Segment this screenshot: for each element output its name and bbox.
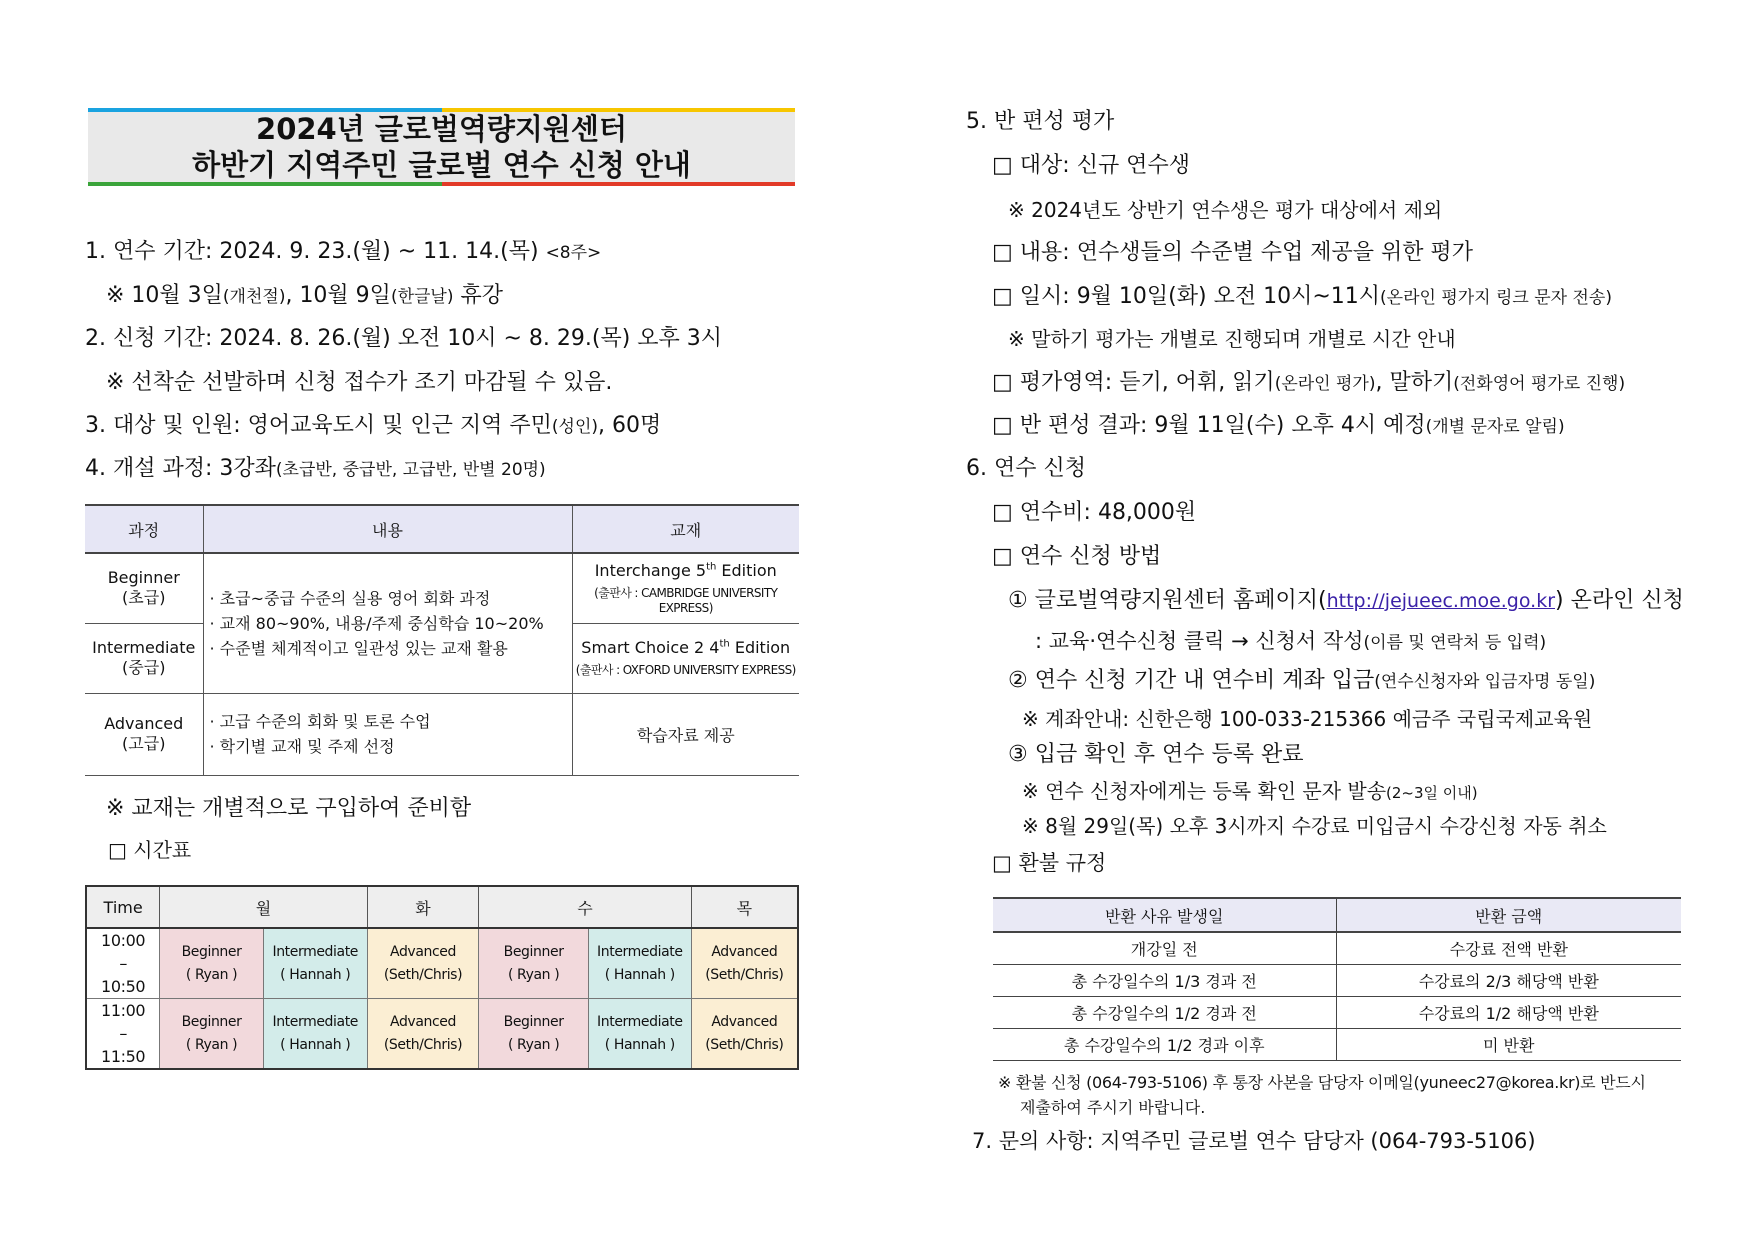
section-5-result: □ 반 편성 결과: 9월 11일(수) 오후 4시 예정(개별 문자로 알림) bbox=[992, 413, 1565, 438]
class-intermediate: Intermediate ( Hannah ) bbox=[588, 928, 691, 999]
step-3-note-1: ※ 연수 신청자에게는 등록 확인 문자 발송(2~3일 이내) bbox=[1022, 779, 1478, 803]
class-intermediate: Intermediate ( Hannah ) bbox=[588, 999, 691, 1070]
step-1-sub: : 교육·연수신청 클릭 → 신청서 작성(이름 및 연락처 등 입력) bbox=[1035, 629, 1547, 653]
refund-row bbox=[993, 1029, 1681, 1061]
timetable-row-1 bbox=[86, 928, 798, 999]
col-header-textbook: 교재 bbox=[572, 505, 799, 553]
step-3-note-2: ※ 8월 29일(목) 오후 3시까지 수강료 미입금시 수강신청 자동 취소 bbox=[1022, 814, 1607, 838]
section-5-date-note: ※ 말하기 평가는 개별로 진행되며 개별로 시간 안내 bbox=[1008, 327, 1456, 351]
section-6-heading: 6. 연수 신청 bbox=[966, 456, 1086, 481]
refund-reason: 개강일 전 bbox=[993, 932, 1336, 965]
course-intermediate: Intermediate (중급) bbox=[85, 623, 203, 693]
class-advanced: Advanced (Seth/Chris) bbox=[367, 928, 479, 999]
refund-amount: 수강료의 1/2 해당액 반환 bbox=[1336, 997, 1681, 1029]
refund-note-2: 제출하여 주시기 바랍니다. bbox=[1020, 1098, 1206, 1117]
section-4-courses: 4. 개설 과정: 3강좌(초급반, 중급반, 고급반, 반별 20명) bbox=[85, 456, 546, 481]
tt-header-mon: 월 bbox=[160, 886, 367, 928]
course-table-header bbox=[85, 505, 799, 553]
timetable bbox=[85, 885, 799, 1070]
content-item: · 교재 80~90%, 내용/주제 중심학습 10~20% bbox=[209, 613, 544, 633]
schedule-label: □ 시간표 bbox=[108, 838, 192, 862]
timetable-header bbox=[86, 886, 798, 928]
textbook-2: Smart Choice 2 4th Edition (출판사 : OXFORD UNIVERSITY EXPRESS) bbox=[572, 623, 799, 693]
course-row-advanced bbox=[85, 693, 799, 775]
tt-header-wed: 수 bbox=[479, 886, 691, 928]
refund-row bbox=[993, 997, 1681, 1029]
class-beginner: Beginner ( Ryan ) bbox=[479, 999, 589, 1070]
section-6-fee: □ 연수비: 48,000원 bbox=[992, 500, 1197, 525]
section-2-note: ※ 선착순 선발하며 신청 접수가 조기 마감될 수 있음. bbox=[106, 370, 613, 395]
title-bar-bottom-red bbox=[442, 182, 796, 186]
course-advanced: Advanced (고급) bbox=[85, 693, 203, 775]
course-content-2 bbox=[203, 693, 572, 775]
step-3: ③ 입금 확인 후 연수 등록 완료 bbox=[1008, 742, 1304, 767]
class-intermediate: Intermediate ( Hannah ) bbox=[263, 928, 367, 999]
tt-header-thu: 목 bbox=[691, 886, 798, 928]
content-item: · 초급~중급 수준의 실용 영어 회화 과정 bbox=[209, 588, 491, 608]
class-beginner: Beginner ( Ryan ) bbox=[160, 999, 264, 1070]
refund-row bbox=[993, 932, 1681, 965]
content-item: · 학기별 교재 및 주제 선정 bbox=[209, 737, 395, 756]
section-5-target: □ 대상: 신규 연수생 bbox=[992, 153, 1190, 178]
course-table bbox=[85, 504, 799, 776]
title-box bbox=[88, 108, 795, 186]
refund-amount: 수강료 전액 반환 bbox=[1336, 932, 1681, 965]
section-5-content: □ 내용: 연수생들의 수준별 수업 제공을 위한 평가 bbox=[992, 240, 1473, 265]
tt-header-time: Time bbox=[86, 886, 160, 928]
class-advanced: Advanced (Seth/Chris) bbox=[691, 928, 798, 999]
refund-table-header bbox=[993, 898, 1681, 932]
class-beginner: Beginner ( Ryan ) bbox=[160, 928, 264, 999]
textbook-1: Interchange 5th Edition (출판사 : CAMBRIDGE UNIVERSITY EXPRESS) bbox=[572, 553, 799, 623]
section-2-application-period: 2. 신청 기간: 2024. 8. 26.(월) 오전 10시 ~ 8. 29.(목) 오후 3시 bbox=[85, 326, 723, 351]
refund-reason: 총 수강일수의 1/2 경과 전 bbox=[993, 997, 1336, 1029]
refund-reason: 총 수강일수의 1/3 경과 전 bbox=[993, 965, 1336, 997]
section-6-method: □ 연수 신청 방법 bbox=[992, 544, 1162, 569]
homepage-link[interactable]: http://jejueec.moe.go.kr bbox=[1326, 590, 1556, 612]
col-header-course: 과정 bbox=[85, 505, 203, 553]
refund-reason: 총 수강일수의 1/2 경과 이후 bbox=[993, 1029, 1336, 1061]
refund-header-amount: 반환 금액 bbox=[1336, 898, 1681, 932]
page-title-line2: 하반기 지역주민 글로벌 연수 신청 안내 bbox=[192, 148, 691, 182]
section-7-inquiry: 7. 문의 사항: 지역주민 글로벌 연수 담당자 (064-793-5106) bbox=[972, 1129, 1536, 1153]
class-advanced: Advanced (Seth/Chris) bbox=[691, 999, 798, 1070]
class-beginner: Beginner ( Ryan ) bbox=[479, 928, 589, 999]
tt-header-tue: 화 bbox=[367, 886, 479, 928]
step-1: ① 글로벌역량지원센터 홈페이지(http://jejueec.moe.go.kr) 온라인 신청 bbox=[1008, 588, 1684, 613]
refund-amount: 수강료의 2/3 해당액 반환 bbox=[1336, 965, 1681, 997]
section-3-target: 3. 대상 및 인원: 영어교육도시 및 인근 지역 주민(성인), 60명 bbox=[85, 413, 662, 438]
section-1-period: 1. 연수 기간: 2024. 9. 23.(월) ~ 11. 14.(목) <8주> bbox=[85, 239, 602, 264]
time-slot-2: 11:00 – 11:50 bbox=[86, 999, 160, 1070]
time-slot-1: 10:00 – 10:50 bbox=[86, 928, 160, 999]
textbook-3: 학습자료 제공 bbox=[572, 693, 799, 775]
class-advanced: Advanced (Seth/Chris) bbox=[367, 999, 479, 1070]
refund-amount: 미 반환 bbox=[1336, 1029, 1681, 1061]
content-item: · 고급 수준의 회화 및 토론 수업 bbox=[209, 712, 431, 731]
refund-label: □ 환불 규정 bbox=[992, 851, 1107, 875]
course-beginner: Beginner (초급) bbox=[85, 553, 203, 623]
section-5-date: □ 일시: 9월 10일(화) 오전 10시~11시(온라인 평가지 링크 문자 전송) bbox=[992, 284, 1612, 309]
section-5-heading: 5. 반 편성 평가 bbox=[966, 109, 1115, 134]
title-bar-bottom-green bbox=[88, 182, 442, 186]
refund-header-reason: 반환 사유 발생일 bbox=[993, 898, 1336, 932]
page-title-line1: 2024년 글로벌역량지원센터 bbox=[256, 112, 627, 146]
section-5-area: □ 평가영역: 듣기, 어휘, 읽기(온라인 평가), 말하기(전화영어 평가로 진행) bbox=[992, 370, 1626, 395]
section-1-note: ※ 10월 3일(개천절), 10월 9일(한글날) 휴강 bbox=[106, 283, 503, 308]
col-header-content: 내용 bbox=[203, 505, 572, 553]
course-row-beginner bbox=[85, 553, 799, 623]
timetable-row-2 bbox=[86, 999, 798, 1070]
class-intermediate: Intermediate ( Hannah ) bbox=[263, 999, 367, 1070]
textbook-note: ※ 교재는 개별적으로 구입하여 준비함 bbox=[106, 796, 472, 821]
course-content-1 bbox=[203, 553, 572, 693]
step-2: ② 연수 신청 기간 내 연수비 계좌 입금(연수신청자와 입금자명 동일) bbox=[1008, 668, 1596, 693]
section-5-target-note: ※ 2024년도 상반기 연수생은 평가 대상에서 제외 bbox=[1008, 198, 1443, 222]
content-item: · 수준별 체계적이고 일관성 있는 교재 활용 bbox=[209, 638, 508, 658]
refund-row bbox=[993, 965, 1681, 997]
step-2-note: ※ 계좌안내: 신한은행 100-033-215366 예금주 국립국제교육원 bbox=[1022, 707, 1593, 731]
refund-table bbox=[993, 897, 1681, 1061]
refund-note-1: ※ 환불 신청 (064-793-5106) 후 통장 사본을 담당자 이메일(yuneec27@korea.kr)로 반드시 bbox=[998, 1073, 1646, 1092]
